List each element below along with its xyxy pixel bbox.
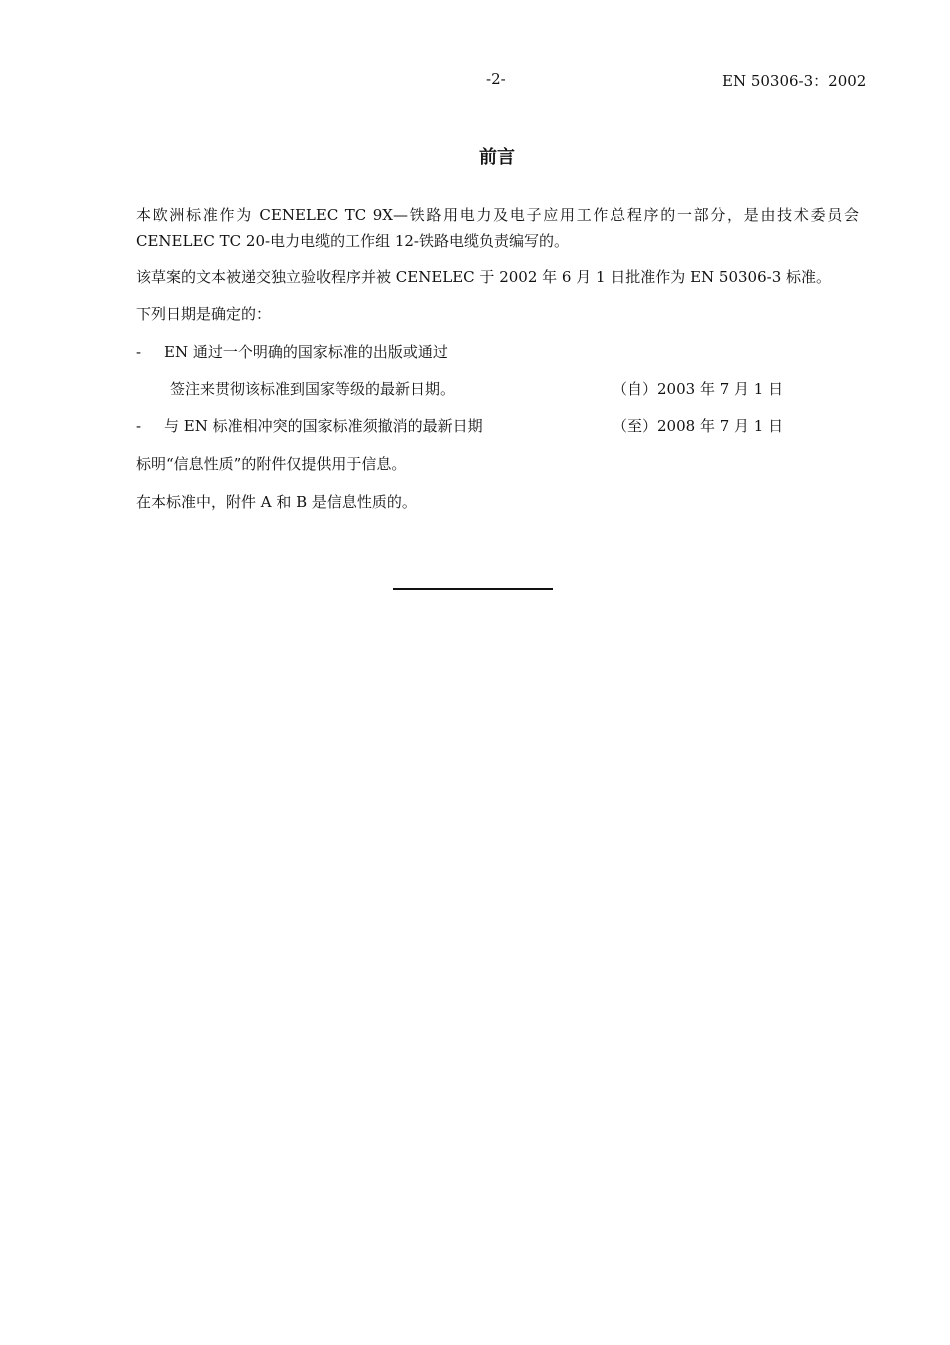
page-title: 前言 <box>479 147 515 168</box>
foreword-paragraph-2: 该草案的文本被递交独立验收程序并被 CENELEC 于 2002 年 6 月 1 日批准作为 EN 50306-3 标准。 <box>136 268 832 286</box>
page-number: -2- <box>486 70 506 88</box>
foreword-paragraph-1-line-2: CENELEC TC 20-电力电缆的工作组 12-铁路电缆负责编写的。 <box>136 232 569 250</box>
list-dash: - <box>136 343 142 361</box>
annex-list: 在本标准中，附件 A 和 B 是信息性质的。 <box>136 493 417 511</box>
dates-list-item-1-date: （自）2003 年 7 月 1 日 <box>612 380 784 398</box>
end-of-section-rule <box>393 588 553 590</box>
dates-list-item-2-date: （至）2008 年 7 月 1 日 <box>612 417 784 435</box>
list-dash: - <box>136 417 142 435</box>
annex-note: 标明“信息性质”的附件仅提供用于信息。 <box>136 455 407 473</box>
dates-list-item-1-line-2: 签注来贯彻该标准到国家等级的最新日期。 <box>170 380 456 398</box>
dates-list-item-1-line-1: EN 通过一个明确的国家标准的出版或通过 <box>164 343 448 361</box>
document-id: EN 50306-3：2002 <box>722 72 867 90</box>
foreword-paragraph-3: 下列日期是确定的： <box>136 305 272 323</box>
foreword-paragraph-1-line-1: 本欧洲标准作为 CENELEC TC 9X—铁路用电力及电子应用工作总程序的一部分，是由技术委员会 <box>136 206 859 224</box>
dates-list-item-2-text: 与 EN 标准相冲突的国家标准须撤消的最新日期 <box>164 417 483 435</box>
